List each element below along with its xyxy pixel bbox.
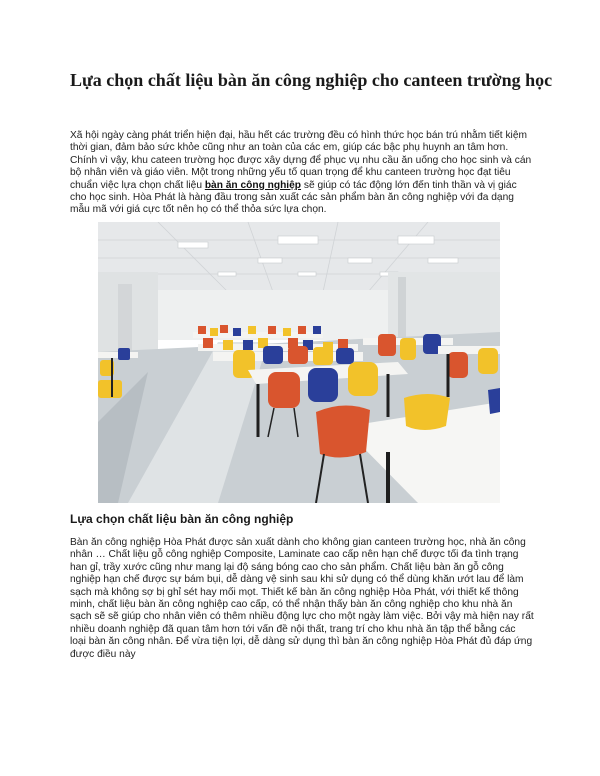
product-link[interactable]: bàn ăn công nghiệp xyxy=(204,179,302,191)
intro-text-start: Xã hội ngày càng phát triển hiện đại, hầu hết các trường đều có hình thức học bán trú nhằm tiết kiệm thời gian, đảm bảo sức khỏe cũng như an toàn của các em, giúp các bậc phụ huynh an tâm hơn. Chính vì vậy, khu cateen trường học được xây dựng để phục vụ nhu cầu ăn uống cho học sinh và cán bộ nhân viên và giáo viên. Một trong những yếu tố quan trọng để khu canteen trường học đạt tiêu chuẩn việc lựa chọn chất liệu xyxy=(70,130,532,191)
body-paragraph: Bàn ăn công nghiệp Hòa Phát được sản xuất dành cho không gian canteen trường học, nhà ăn công nhân … Chất liệu gỗ công nghiệp Composite, Laminate cao cấp nên hạn chế được tối đa tình trạng han gỉ, trầy xước cũng như mang lại độ sáng bóng cao cho sản phẩm. Chất liệu bàn ăn gỗ công nghiệp hạn chế được sự bám bụi, dễ dàng vệ sinh sau khi sử dụng có thể dùng khăn ướt lau để làm sạch mà không sợ bị ghỉ sét hay mối mọt. Thiết kế bàn ăn công nghiệp Hòa Phát, với thiết kế thông minh, chất liệu bàn ăn công nghiệp cao cấp, có thể nhận thấy bàn ăn công nghiệp cho khu nhà ăn sạch sẽ sẽ giúp cho nhân viên có thêm nhiều động lực cho một ngày làm việc. Bởi vậy mà hiện nay rất nhiều doanh nghiệp đã quan tâm hơn tới vấn đề nội thất, trang trí cho khu nhà ăn tập thể bằng các loại bàn ăn công nhân. Để vừa tiện lợi, dễ dàng sử dụng thì bàn ăn công nghiệp Hòa Phát đủ đáp ứng được điều này xyxy=(70,537,534,660)
section-heading: Lựa chọn chất liệu bàn ăn công nghiệp xyxy=(70,512,294,526)
article-title: Lựa chọn chất liệu bàn ăn công nghiệp cho canteen trường học xyxy=(70,70,553,90)
canteen-photo xyxy=(98,222,500,503)
intro-text-end: sẽ giúp có tác động lớn đến tinh thần và vị giác cho học sinh. Hòa Phát là hàng đầu trong sản xuất các sản phẩm bàn ăn công nghiệp với đa dạng mẫu mã với giá cực tốt nên họ có thể thỏa sức lựa chọn. xyxy=(70,179,517,216)
intro-paragraph xyxy=(70,130,534,217)
